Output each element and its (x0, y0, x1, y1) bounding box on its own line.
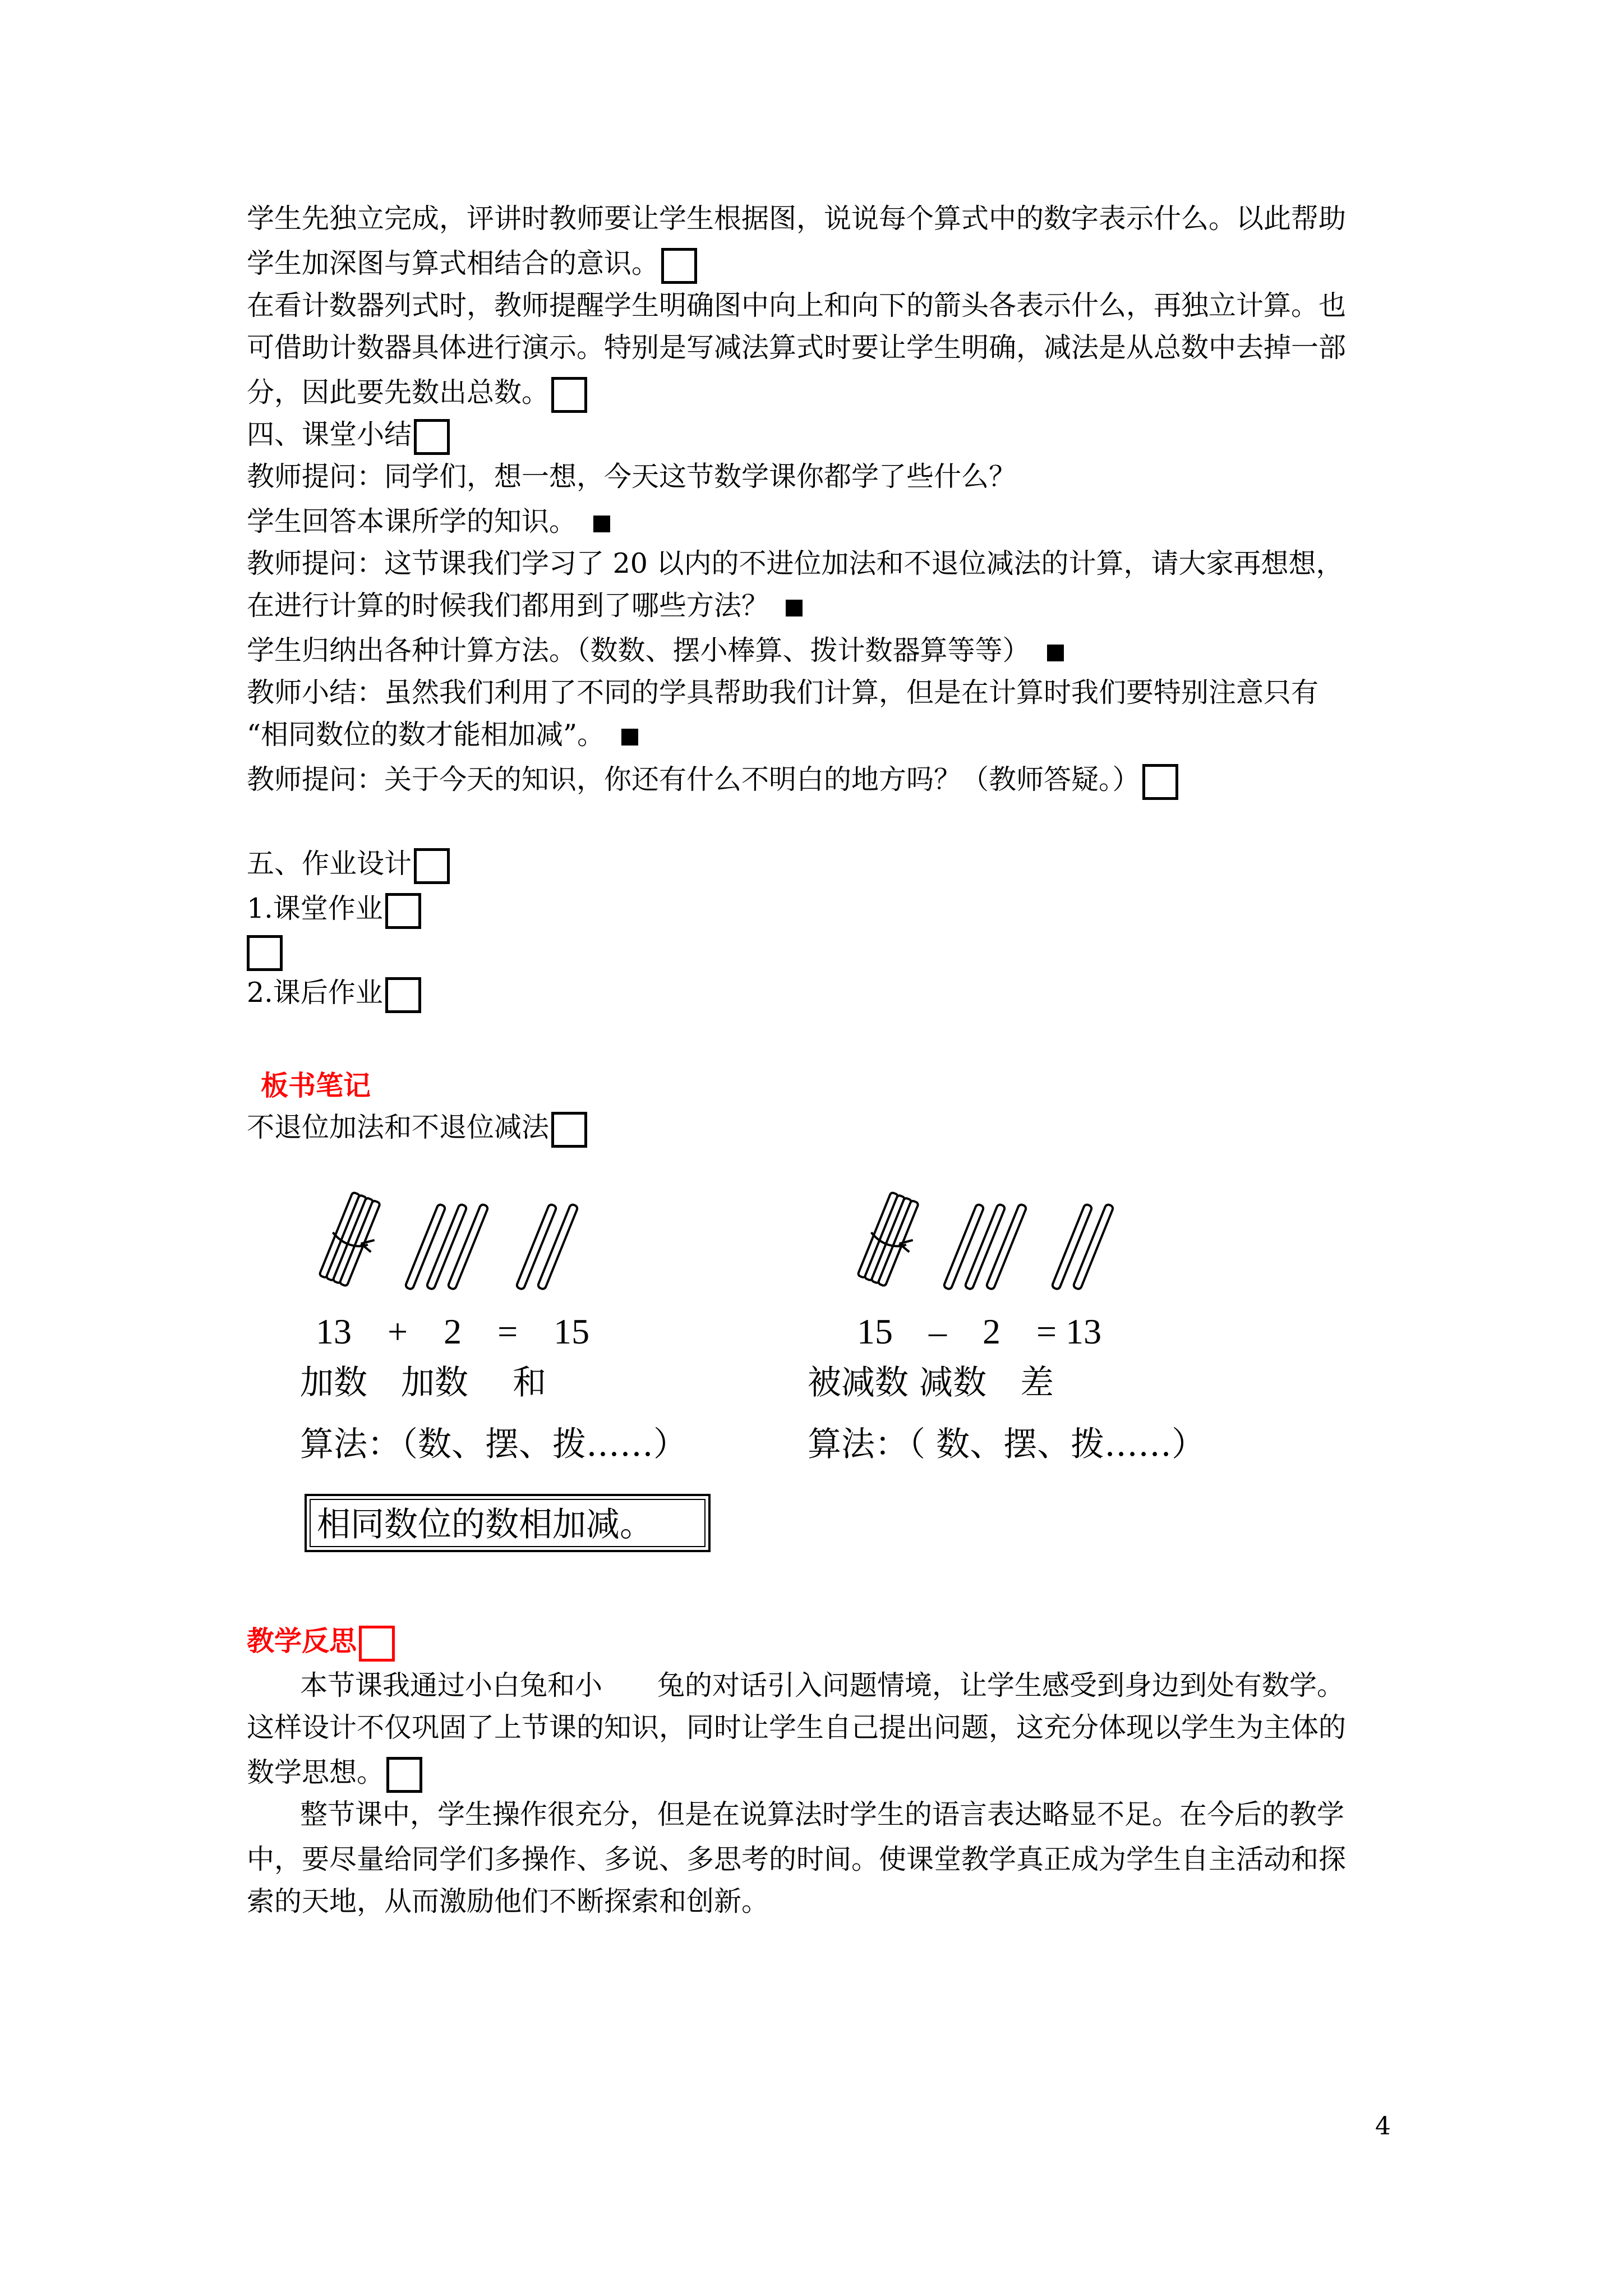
left-stick-bundle-icon (316, 1191, 389, 1290)
text-line: 整节课中，学生操作很充分，但是在说算法时学生的语言表达略显不足。在今后的教学 (300, 1798, 1345, 1830)
text-line: 学生先独立完成，评讲时教师要让学生根据图，说说每个算式中的数字表示什么。以此帮助 (247, 203, 1347, 234)
text-line: 教师提问：同学们，想一想，今天这节数学课你都学了些什么？ (247, 461, 1017, 493)
text-line: 1.课堂作业 (247, 889, 421, 929)
text-line: 教师小结：虽然我们利用了不同的学具帮助我们计算，但是在计算时我们要特别注意只有 (247, 677, 1319, 708)
text-line: 学生回答本课所学的知识。 (247, 502, 610, 541)
text-line: 这样设计不仅巩固了上节课的知识，同时让学生自己提出问题，这充分体现以学生为主体的 (247, 1711, 1347, 1743)
section-heading: 五、作业设计 (247, 844, 450, 884)
left-three-sticks-icon (405, 1204, 488, 1290)
text-line: 中，要尽量给同学们多操作、多说、多思考的时间。使课堂教学真正成为学生自主活动和探 (247, 1843, 1347, 1875)
text-line: 学生加深图与算式相结合的意识。 (247, 244, 697, 284)
rule-text: 相同数位的数相加减。 (317, 1505, 653, 1544)
text-line: 索的天地，从而激励他们不断探索和创新。 (247, 1885, 769, 1917)
left-method: 算法：（数、摆、拨……） (300, 1425, 687, 1464)
text-line: 学生归纳出各种计算方法。（数数、摆小棒算、拨计数器算等等） (247, 631, 1064, 670)
text-line: 在看计数器列式时，教师提醒学生明确图中向上和向下的箭头各表示什么，再独立计算。也 (247, 289, 1347, 321)
text-line: 在进行计算的时候我们都用到了哪些方法？ (247, 586, 803, 625)
text-line: “相同数位的数才能相加减”。 (247, 715, 638, 754)
reflection-heading: 教学反思 (247, 1621, 395, 1662)
left-two-sticks-icon (516, 1204, 578, 1290)
text-line: 教师提问：这节课我们学习了 20 以内的不进位加法和不退位减法的计算，请大家再想想， (247, 547, 1344, 579)
empty-box-red (359, 1626, 395, 1662)
right-terms: 被减数 减数 差 (808, 1363, 1054, 1402)
left-terms: 加数 加数 和 (300, 1363, 547, 1402)
board-notes-heading: 板书笔记 (261, 1069, 371, 1102)
left-equation: 13 + 2 = 15 (316, 1312, 590, 1351)
text-line: 数学思想。 (247, 1753, 422, 1793)
text-line: 教师提问：关于今天的知识，你还有什么不明白的地方吗？（教师答疑。） (247, 760, 1178, 800)
right-method: 算法：（ 数、摆、拨……） (808, 1425, 1206, 1464)
board-title: 不退位加法和不退位减法 (247, 1108, 587, 1148)
text-line: 可借助计数器具体进行演示。特别是写减法算式时要让学生明确，减法是从总数中去掉一部 (247, 332, 1347, 364)
empty-box (386, 1757, 422, 1793)
right-equation: 15 – 2 = 13 (857, 1312, 1102, 1351)
text-line: 分，因此要先数出总数。 (247, 373, 587, 413)
text-line: 本节课我通过小白兔和小 兔的对话引入问题情境，让学生感受到身边到处有数学。 (300, 1669, 1345, 1701)
right-two-sticks-icon (1052, 1204, 1114, 1290)
right-three-sticks-icon (943, 1204, 1027, 1290)
right-stick-bundle-icon (855, 1191, 928, 1290)
page-number: 4 (1375, 2112, 1391, 2141)
section-heading: 四、课堂小结 (247, 415, 450, 455)
text-line: 2.课后作业 (247, 973, 421, 1013)
